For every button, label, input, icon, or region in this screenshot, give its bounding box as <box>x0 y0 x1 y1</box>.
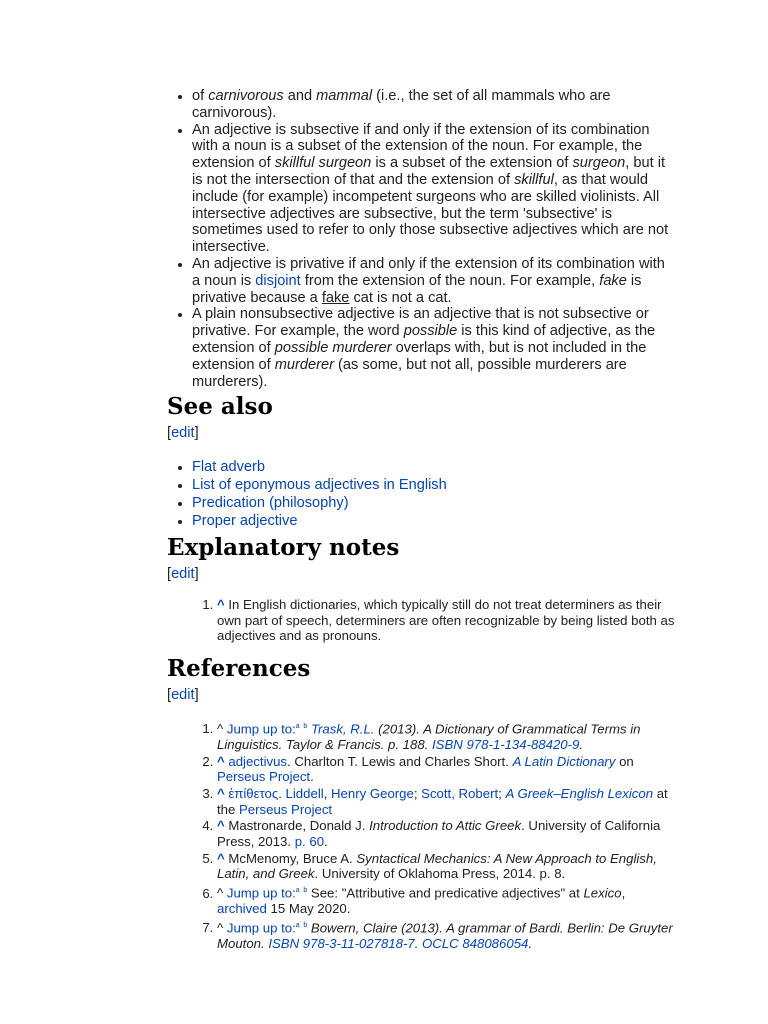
references-edit-line: [edit] <box>167 686 199 703</box>
list-item: 1. ^ In English dictionaries, which typically still do not treat determiners as their own part of speech, determiners are often recognizable by being listed both as adjectives and as pronouns. <box>217 597 677 643</box>
references-edit-link[interactable]: edit <box>171 686 195 703</box>
isbn-link[interactable]: ISBN 978-3-11-027818-7 <box>268 935 415 951</box>
article-content <box>167 88 677 953</box>
oclc-link[interactable]: OCLC 848086054 <box>422 935 529 951</box>
list-item: 6. ^ Jump up to:$^a$ $^b$ See: "Attributive and predicative adjectives" at Lexico, archived 15 May 2020. <box>217 883 677 917</box>
adjective-types-list <box>167 88 677 390</box>
backlink-caret[interactable]: ^ <box>217 818 225 834</box>
list-item <box>192 476 677 494</box>
list-item: • of carnivorous and mammal (i.e., the set of all mammals who are carnivorous). <box>192 88 677 122</box>
see-also-edit-line: [edit] <box>167 425 199 442</box>
references-heading: References <box>167 654 311 682</box>
list-item: • An adjective is privative if and only if the extension of its combination with a noun is disjoint from the extension of the noun. For example, fake is privative because a fake cat is not a cat. <box>192 256 677 306</box>
notes-list <box>167 597 677 643</box>
list-item: • An adjective is subsective if and only if the extension of its combination with a noun is a subset of the extension of the noun. For example, the extension of skillful surgeon is a subset of the extension of surgeon, but it is not the intersection of that and the extension of skillful, as that would include (for example) incompetent surgeons who are skilled violinists. All intersective adjectives are subsective, but the term 'subsective' is sometimes used to refer to only those subsective adjectives which are not intersective. <box>192 122 677 256</box>
list-item: 1. ^ Jump up to:$^a$ $^b$ Trask, R.L. (2013). A Dictionary of Grammatical Terms in Linguistics. Taylor & Francis. p. 188. ISBN 978-1-134-88420-9. <box>217 719 677 753</box>
jump-up-link[interactable]: Jump up to: <box>226 920 296 936</box>
list-item: 3. ^ ἐπίθετος. Liddell, Henry George; Scott, Robert; A Greek–English Lexicon at the Perseus Project <box>217 786 677 817</box>
references-list <box>167 719 677 952</box>
explanatory-notes-heading: Explanatory notes <box>167 534 400 562</box>
notes-edit-line: [edit] <box>167 566 199 583</box>
list-item: 5. ^ McMenomy, Bruce A. Syntactical Mechanics: A New Approach to English, Latin, and Greek. University of Oklahoma Press, 2014. p. 8. <box>217 851 677 882</box>
scott-robert-link[interactable]: Scott, Robert <box>421 786 499 802</box>
jump-up-link[interactable]: Jump up to: <box>226 721 296 737</box>
henry-george-link[interactable]: Henry George <box>331 786 414 802</box>
perseus-project-link[interactable]: Perseus Project <box>217 769 311 785</box>
list-item: 2. ^ adjectivus. Charlton T. Lewis and Charles Short. A Latin Dictionary on Perseus Project. <box>217 754 677 785</box>
backlink-caret[interactable]: ^ <box>217 786 225 802</box>
liddell-link[interactable]: Liddell <box>285 786 324 802</box>
list-item <box>192 458 677 476</box>
greek-english-lexicon-link[interactable]: A Greek–English Lexicon <box>505 786 654 802</box>
list-item: • A plain nonsubsective adjective is an adjective that is not subsective or privative. For example, the word possible is this kind of adjective, as the extension of possible murderer overlaps with, but is not included in the extension of murderer (as some, but not all, possible murderers are murderers). <box>192 306 677 390</box>
latin-dictionary-link[interactable]: A Latin Dictionary <box>512 753 616 769</box>
jump-up-link[interactable]: Jump up to: <box>226 885 296 901</box>
isbn-link[interactable]: ISBN 978-1-134-88420-9 <box>432 736 580 752</box>
archived-link[interactable]: archived <box>217 901 267 917</box>
epithetos-link[interactable]: ἐπίθετος <box>228 786 279 802</box>
see-also-link[interactable]: Predication (philosophy) <box>192 495 349 512</box>
see-also-link[interactable]: Flat adverb <box>192 459 266 476</box>
list-item <box>192 494 677 512</box>
see-also-heading: See also <box>167 393 273 421</box>
backlink-caret[interactable]: ^ <box>217 850 225 866</box>
notes-edit-link[interactable]: edit <box>171 566 195 583</box>
backlink-caret[interactable]: ^ <box>217 753 225 769</box>
list-item: 4. ^ Mastronarde, Donald J. Introduction to Attic Greek. University of California Press, 2013. p. 60. <box>217 818 677 849</box>
list-item: 7. ^ Jump up to:$^a$ $^b$ Bowern, Claire (2013). A grammar of Bardi. Berlin: De Gruyter Mouton. ISBN 978-3-11-027818-7. OCLC 848086054. <box>217 918 677 952</box>
list-item <box>192 512 677 530</box>
author-link[interactable]: Trask, R.L. <box>310 721 375 737</box>
see-also-list <box>167 458 677 530</box>
see-also-link[interactable]: List of eponymous adjectives in English <box>192 477 447 494</box>
adjectivus-link[interactable]: adjectivus <box>228 753 288 769</box>
see-also-edit-link[interactable]: edit <box>171 425 195 442</box>
disjoint-link[interactable]: disjoint <box>255 272 301 289</box>
page-link[interactable]: p. 60 <box>294 834 325 850</box>
perseus-project-link[interactable]: Perseus Project <box>239 801 333 817</box>
see-also-link[interactable]: Proper adjective <box>192 513 298 530</box>
backlink-caret[interactable]: ^ <box>217 597 225 613</box>
